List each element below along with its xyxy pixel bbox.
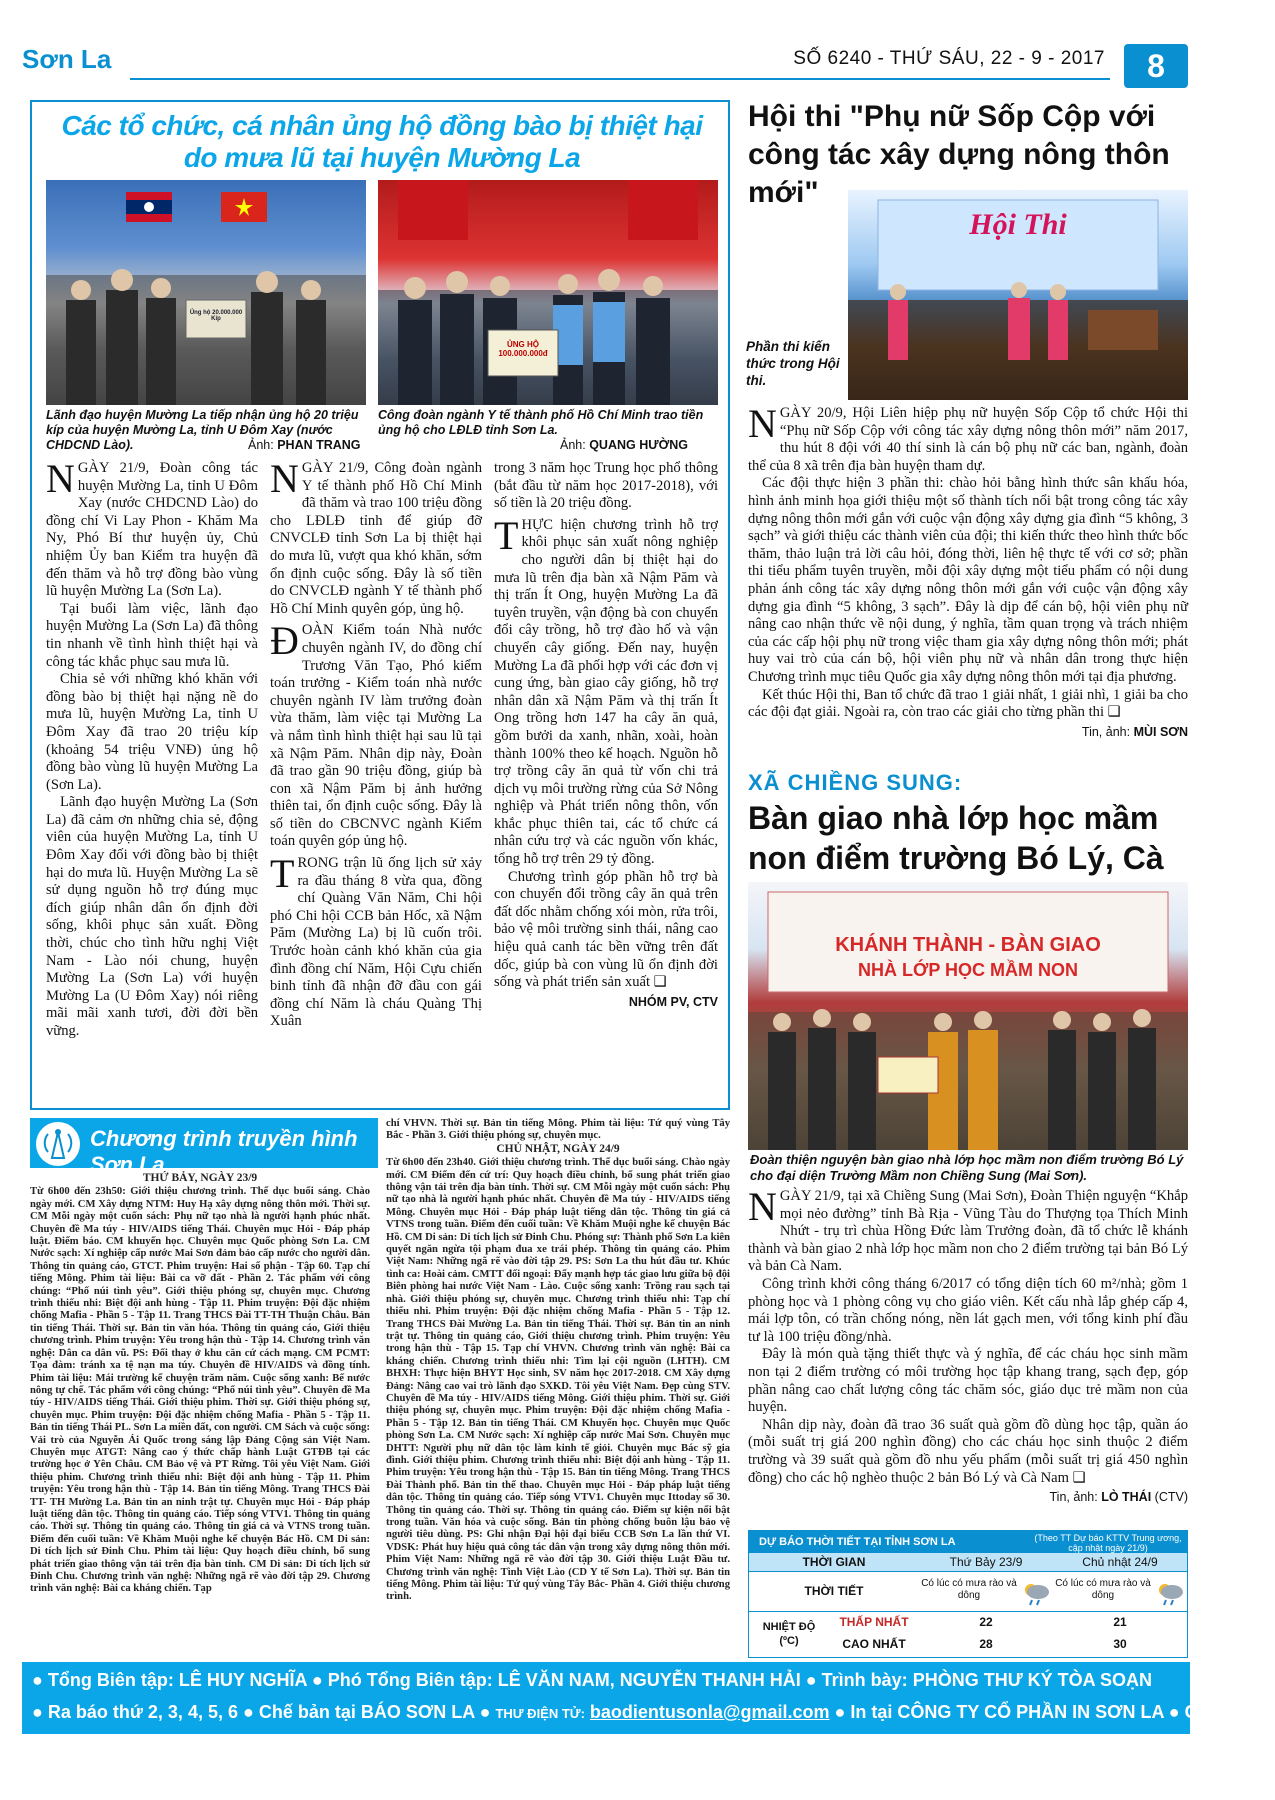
tv-day-saturday: THỨ BẢY, NGÀY 23/9 xyxy=(142,1172,258,1184)
main-article-byline: NHÓM PV, CTV xyxy=(628,994,718,1009)
weather-day2-text: Có lúc có mưa rào và dông xyxy=(1055,1578,1151,1601)
photo2-caption: Công đoàn ngành Y tế thành phố Hồ Chí Minh trao tiền ủng hộ cho LĐLĐ tỉnh Sơn La. xyxy=(378,408,704,437)
photo-laos-sign-text: Ủng hộ 20.000.000 Kíp xyxy=(189,310,243,322)
tv-column-1 xyxy=(30,1172,370,1596)
email-label: THƯ ĐIỆN TỬ: xyxy=(495,1706,585,1721)
c1-para-1-text: GÀY 21/9, Đoàn công tác huyện Mường La, tỉnh U Đôm Xay (nước CHDCND Lào) do đồng chí Vi Lay Phon - Khăm Ma Ny, Phó Bí thư huyện ủy, Chủ nhiệm Ủy ban Kiểm tra huyện đã đến thăm và hỗ trợ đồng bào vùng lũ huyện Mường La (Sơn La). xyxy=(46,460,258,600)
weather-temp-label xyxy=(749,1620,829,1648)
broadcast-tower-icon-art xyxy=(36,1122,80,1166)
footer-line-1: ● Tổng Biên tập: LÊ HUY NGHĨA ● Phó Tổng Biên tập: LÊ VĂN NAM, NGUYỄN THANH HẢI ● Trình bày: PHÒNG THƯ KÝ TÒA SOẠN xyxy=(32,1670,1152,1690)
drop-cap: Đ xyxy=(270,618,299,664)
contest-byline xyxy=(748,724,1188,742)
rain-cloud-icon-art xyxy=(1021,1578,1051,1606)
photo1-credit-name: PHAN TRANG xyxy=(277,438,361,452)
weather-day2-min: 21 xyxy=(1113,1615,1127,1629)
tv-schedule xyxy=(30,1112,730,1662)
c2-para-2-text: OÀN Kiểm toán Nhà nước chuyên ngành IV, do đồng chí Trương Văn Tạo, Phó kiểm toán trưởng - Kiểm toán nhà nước chuyên ngành IV làm trưởng đoàn vừa thăm, làm việc tại Mường La và nắm tình hình thiệt hại sau lũ tại xã Nậm Păm. Nhân dịp này, Đoàn đã trao gần 90 triệu đồng, giúp bà con xã Nậm Păm bị ảnh hưởng thiên tai, ổn định cuộc sống. Đây là số tiền do CBCNVC ngành Kiểm toán quyên góp ủng hộ. xyxy=(270,622,482,850)
main-article-title: Các tổ chức, cá nhân ủng hộ đồng bào bị thiệt hại do mưa lũ tại huyện Mường La xyxy=(61,110,703,173)
typeset-label: Chế bản tại xyxy=(258,1702,356,1722)
contest-para-1-text: GÀY 20/9, Hội Liên hiệp phụ nữ huyện Sốp Cộp tổ chức Hội thi “Phụ nữ Sốp Cộp với công tác xây dựng nông thôn mới” năm 2017, thu hút 8 đội với 40 thí sinh là cán bộ phụ nữ các ban, ngành, đoàn thể của 8 xã trên địa bàn huyện tham dự. xyxy=(748,405,1188,474)
c3-para-2-text: HỰC hiện chương trình hỗ trợ khôi phục sản xuất nông nghiệp cho người dân bị thiệt hại do mưa lũ trên địa bàn xã Nậm Păm và thị trấn Ít Ong, huyện Mường La đã tuyên truyền, vận động bà con chuyển đổi cây trồng, hỗ trợ đào hố và vận chuyển cây giống. Đến nay, huyện Mường La đã phối hợp với các đơn vị cung ứng, bàn giao cây giống, hỗ trợ nhân dân xã Nậm Păm và thị trấn Ít Ong trồng hơn 147 ha cây ăn quả, gồm bưởi da xanh, nhãn, xoài, hoàn thành 100% theo kế hoạch. Nguồn hỗ trợ trồng cây ăn quả từ vốn chi trả dịch vụ môi trường rừng của Sở Nông nghiệp và Phát triển nông thôn, vốn khắc phục thiên tai, các tổ chức cá nhân cứu trợ và các nguồn vốn khác, tổng hỗ trợ trên 29 tỷ đồng. xyxy=(494,516,718,868)
weather-col-day1: Thứ Bảy 23/9 xyxy=(949,1555,1023,1569)
school-byline-name: LÒ THÁI xyxy=(1101,1490,1152,1505)
c3-para-1: trong 3 năm học Trung học phổ thông (bắt đầu từ năm học 2017-2018), với số tiền là 20 triệu đồng. xyxy=(494,460,718,512)
tv-day-sunday: CHỦ NHẬT, NGÀY 24/9 xyxy=(496,1142,620,1155)
header-rule xyxy=(130,78,1110,80)
weather-day2-max: 30 xyxy=(1113,1637,1127,1651)
c2-para-3 xyxy=(270,851,482,1031)
photo-school-handover xyxy=(748,882,1188,1150)
school-article-title: Bàn giao nhà lớp học mầm non điểm trường Bó Lý, Cà xyxy=(748,800,1164,876)
broadcast-tower-icon xyxy=(36,1122,80,1166)
photo-laos-delegation-art xyxy=(46,180,366,405)
photo-hcm-union xyxy=(378,180,718,405)
weather-max-label: CAO NHẤT xyxy=(842,1637,906,1651)
printer-name: CÔNG TY CỔ PHẦN IN SƠN LA xyxy=(897,1702,1164,1722)
c1-para-3: Chia sẻ với những khó khăn với đồng bào bị thiệt hại nặng nề do mưa lũ, huyện Mường La, tỉnh U Đôm Xay đã trao 20 triệu kíp (khoảng 54 triệu VNĐ) ủng hộ đồng bào vùng lũ huyện Mường La (Sơn La). xyxy=(46,671,258,793)
school-para-3: Đây là món quà tặng thiết thực và ý nghĩa, để các cháu học sinh mầm non tại 2 điểm trường có môi trường học tập khang trang, sạch đẹp, góp phần nâng cao chất lượng công tác chăm sóc, giáo dục trẻ mầm non của huyện. xyxy=(748,1346,1188,1416)
c1-para-4: Lãnh đạo huyện Mường La (Sơn La) đã cảm ơn những chia sẻ, động viên của huyện Mường La, tỉnh U Đôm Xay đối với đồng bào bị thiệt hại do mưa lũ. Huyện Mường La sẽ sử dụng nguồn hỗ trợ đúng mục đích giúp nhân dân ổn định đời sống, khôi phục sản xuất. Đồng thời, chúc cho tình hữu nghị Việt Nam - Lào nói chung, huyện Mường La (Sơn La) với huyện Mường La (U Đôm Xay) nói riêng mãi mãi xanh tươi, đời đời bền vững. xyxy=(46,794,258,1039)
tv-column-2 xyxy=(386,1118,730,1604)
photo-school-banner-1: KHÁNH THÀNH - BÀN GIAO xyxy=(835,934,1101,956)
layout-dept: PHÒNG THƯ KÝ TÒA SOẠN xyxy=(912,1670,1152,1690)
drop-cap: N xyxy=(748,401,777,446)
rain-cloud-icon-art xyxy=(1155,1578,1185,1606)
photo-contest-banner: Hội Thi xyxy=(969,208,1067,241)
weather-temp-rows xyxy=(749,1611,1187,1657)
deputy-editor-label: Phó Tổng Biên tập: xyxy=(327,1670,493,1690)
school-byline-suffix: (CTV) xyxy=(1154,1490,1188,1505)
page-header xyxy=(0,0,1200,92)
editor-name: LÊ HUY NGHĨA xyxy=(178,1670,307,1690)
footer-line-2: ● Ra báo thứ 2, 3, 4, 5, 6 ● Chế bản tại BÁO SƠN LA ● THƯ ĐIỆN TỬ: baodientusonla@gmail.com ● In tại CÔNG TY CỔ PHẦN IN SƠN LA ● Giá 2.000đ xyxy=(32,1702,1275,1722)
photo1-credit-label: Ảnh: xyxy=(248,438,274,452)
c2-para-1-text: GÀY 21/9, Công đoàn ngành Y tế thành phố Hồ Chí Minh đã thăm và trao 100 triệu đồng cho LĐLĐ tỉnh để giúp đỡ CNVCLĐ tỉnh Sơn La bị thiệt hại do mưa lũ, vượt qua khó khăn, sớm ổn định cuộc sống. Đây là số tiền do CNVCLĐ ngành Y tế thành phố Hồ Chí Minh quyên góp, ủng hộ. xyxy=(270,460,482,617)
school-article-body xyxy=(748,1184,1188,1507)
photo-contest-stage xyxy=(848,190,1188,400)
weather-forecast xyxy=(748,1530,1188,1658)
contest-para-2: Các đội thực hiện 3 phần thi: chào hỏi bằng hình thức sân khấu hóa, hình ảnh minh họa giới thiệu một số thành tích nổi bật trong công tác xây dựng nông thôn mới gắn với cuộc vận động xây dựng gia đình “5 không, 3 sạch” và giới thiệu các thành viên của đội; thi kiến thức theo hình thức bốc thăm, thảo luận trả lời câu hỏi, đóng thời, liên hệ thực tế với cơ sở; phần thi tiểu phẩm tuyên truyền, mỗi đội xây dựng một tiểu phẩm có nội dung phản ánh công tác xây dựng nông thôn mới gắn với cuộc vận động xây dựng gia đình “5 không, 3 sạch”. Đây là dịp để cán bộ, hội viên phụ nữ nâng cao nhận thức về nội dung, ý nghĩa, tầm quan trọng và trách nhiệm của các cấp hội phụ nữ trong việc tham gia xây dựng nông thôn mới; phát huy vai trò của cán bộ, hội viên phụ nữ và nhân dân trong thực hiện Chương trình mục tiêu Quốc gia xây dựng nông thôn mới tại địa phương. xyxy=(748,475,1188,685)
school-para-4: Nhân dịp này, đoàn đã trao 36 suất quà gồm đồ dùng học tập, quần áo (mỗi suất trị giá 200 nghìn đồng) cho các cháu học sinh thuộc 2 điểm trường và 39 suất quà gồm đồ nhu yếu phẩm (mỗi suất trị giá 450 nghìn đồng) cho các hộ nghèo thuộc 2 bản Bó Lý và Cà Nam ❑ xyxy=(748,1416,1188,1486)
contest-article-title: Hội thi "Phụ nữ Sốp Cộp với công tác xây dựng nông thôn mới" xyxy=(748,100,1170,209)
main-column-2 xyxy=(270,456,482,1031)
drop-cap: T xyxy=(270,851,295,897)
weather-min-label: THẤP NHẤT xyxy=(839,1615,909,1629)
tv-sunday-programs: Từ 6h00 đến 23h40. Giới thiệu chương trình. Thể dục buổi sáng. Chào ngày mới. CM Điểm đến cứ trí: Quy hoạch điều chỉnh, bổ sung phát triển giao thông vận tải trên địa bàn tỉnh. Thời sự. CM Mỗi ngày một cuốn sách: Phụ nữ tạo nhà là người hạnh phúc nhất. Chuyên đề Ma túy - HIV/AIDS tiếng Mông. Chuyên mục Hỏi - Đáp pháp luật tiếng dân tộc. Thông tin giá cả VTNS trong tuần. Điểm đến cuối tuần: Về Khăm Muội nghe kể chuyện Bác Hồ. CM Di sản: Di tích lịch sử Đinh Chu. Phóng sự: Thành phố Sơn La kiên quyết ngăn ngừa tội phạm đua xe trái phép. Thông tin quảng cáo. Phim Việt Nam: Những ngã rẽ vào đời tập 29. PS: Sơn La thu hút đầu tư. Khúc tình ca: Hoài cảm. CMTT đối ngoại: Đẩy mạnh hợp tác giao lưu giữa bộ đội Biên phòng hai nước Việt Nam - Lào. Cuộc sống xanh: Trồng rau sạch tại nhà. Giới thiệu phóng sự, chuyên mục. Chương trình thiếu nhi: Tạp chí thiếu nhi. Phim truyện: Đội đặc nhiệm chống Mafia - Phần 5 - Tập 12. Trang THCS Đài Mường La. Bản tin tiếng Thái. Thời sự. Bản tin an ninh trật tự. Thông tin quảng cáo, Giới thiệu chương trình. Phim truyện: Yêu trong hận thù - Tập 15. Tạp chí VHVN. Chương trình văn nghệ: Bài ca kháng chiến. Chương trình thiếu nhi: Tìm lại cội nguồn (LHTH). CM BHXH: Thực hiện BHYT Học sinh, SV năm học 2017-2018. CM Xây dựng Đảng: Nâng cao vai trò lãnh đạo SXKD. Tôi yêu Việt Nam. Đẹp cùng STV. Chuyên đề Ma túy - HIV/AIDS tiếng Mông. Giới thiệu phim. Thời sự. Giới thiệu phóng sự, chuyên mục. Phim truyện: Đội đặc nhiệm chống Mafia - Phần 5 - Tập 12. Bản tin tiếng Thái. CM Khuyến học. Chuyên mục Quốc phòng Sơn La. CM Nước sạch: Xí nghiệp cấp nước Mai Sơn. Chuyên mục DHTT: Người phụ nữ dân tộc làm kinh tế giỏi. Chuyên mục Bác sỹ gia đình. Giới thiệu phim. Chương trình thiếu nhi: Biệt đội anh hùng - Tập 11. Phim truyện: Yêu trong hận thù - Tập 15. Bản tin tiếng Mông. Trang THCS Đài Thành phố. Bản tin thể thao. Chuyên mục Hỏi - Đáp pháp luật tiếng dân tộc. Thông tin quảng cáo. Tiếp sóng VTV1. Chuyên mục Ittoday số 30. Thông tin quảng cáo. Thời sự. Thông tin quảng cáo. Điểm sự kiện nổi bật trong tuần. Văn hóa và cuộc sống. Bản tin phòng chống buôn lậu bảo vệ người tiêu dùng. PS: Ghi nhận Đại hội đại biểu CCB Sơn La lần thứ VI. VDSK: Phát huy hiệu quả công tác dân vận trong xây dựng nông thôn mới. Phim Việt Nam: Những ngã rẽ vào đời tập 30. Giới thiệu Luật Đầu tư. Chương trình văn nghệ: Tình Việt Lào (CD Y tế Sơn La). Thời sự. Bản tin tiếng Mông. Phim tài liệu: Tứ quý vùng Tây Bắc- Phần 4. Giới thiệu chương trình. xyxy=(386,1157,730,1603)
weather-col-time: THỜI GIAN xyxy=(802,1555,866,1569)
publish-days: Ra báo thứ 2, 3, 4, 5, 6 xyxy=(47,1702,238,1722)
price: Giá 2.000đ xyxy=(1184,1702,1275,1722)
contest-photo-caption: Phần thi kiến thức trong Hội thi. xyxy=(746,339,840,388)
issue-info: SỐ 6240 - THỨ SÁU, 22 - 9 - 2017 xyxy=(793,48,1105,69)
c2-para-3-text: RONG trận lũ ống lịch sử xảy ra đầu tháng 8 vừa qua, đồng chí Quàng Văn Năm, Chi hội phó Chi hội CCB bản Hốc, xã Nậm Păm (Mường La) bị lũ cuốn trôi. Trước hoàn cảnh khó khăn của gia đình đồng chí Năm, Hội Cựu chiến binh tỉnh đã nhận đỡ đầu con gái đồng chí Năm là cháu Quàng Thị Xuân xyxy=(270,855,482,1030)
weather-title: DỰ BÁO THỜI TIẾT TẠI TỈNH SƠN LA xyxy=(749,1531,1187,1553)
weather-col-day2: Chủ nhật 24/9 xyxy=(1082,1555,1158,1569)
section-name: Sơn La xyxy=(22,44,112,74)
c2-para-2 xyxy=(270,618,482,851)
school-byline-label: Tin, ảnh: xyxy=(1049,1490,1098,1505)
weather-day1-max: 28 xyxy=(979,1637,993,1651)
drop-cap: N xyxy=(748,1184,777,1229)
tv-saturday-continued: chí VHVN. Thời sự. Bản tin tiếng Mông. Phim tài liệu: Tứ quý vùng Tây Bắc - Phần 3. Giới thiệu phóng sự, chuyên mục. xyxy=(386,1118,730,1142)
school-para-2: Công trình khởi công tháng 6/2017 có tổng diện tích 60 m²/nhà; gồm 1 phòng học và 1 phòng công vụ cho giáo viên. Kết cấu nhà lắp ghép cấp 4, mái lợp tôn, có trần chống nóng, nền lát gạch men, với tổng kinh phí đầu tư là 100 triệu đồng/nhà. xyxy=(748,1275,1188,1345)
school-para-1 xyxy=(748,1184,1188,1276)
photo-hcm-sign-text: ỦNG HỘ 100.000.000đ xyxy=(498,340,548,358)
rain-cloud-icon xyxy=(1019,1578,1053,1609)
photo2-credit-label: Ảnh: xyxy=(560,438,586,452)
weather-day1-text: Có lúc có mưa rào và dông xyxy=(921,1578,1017,1601)
photo-hcm-union-art xyxy=(378,180,718,405)
drop-cap: N xyxy=(270,456,299,501)
photo-school-handover-art xyxy=(748,882,1188,1150)
email-link[interactable]: baodientusonla@gmail.com xyxy=(589,1702,830,1722)
c1-para-2: Tại buổi làm việc, lãnh đạo huyện Mường La (Sơn La) đã thông tin nhanh về tình hình thiệt hại và công tác khắc phục sau mưa lũ. xyxy=(46,600,258,670)
c3-para-2 xyxy=(494,512,718,869)
photo1-credit xyxy=(248,438,361,452)
weather-row-label: THỜI TIẾT xyxy=(804,1584,864,1598)
photo-school-banner-2: NHÀ LỚP HỌC MẦM NON xyxy=(857,960,1079,980)
photo2-credit-name: QUANG HƯỜNG xyxy=(589,438,689,452)
school-para-1-text: GÀY 21/9, tại xã Chiềng Sung (Mai Sơn), Đoàn Thiện nguyện “Khắp mọi nẻo đường” tỉnh Bà Rịa - Vũng Tàu do Thượng tọa Thích Minh Nhứt - trụ trì chùa Hồng Đức làm Trưởng đoàn, đã tổ chức lễ khánh thành và bàn giao 2 nhà lớp học mầm non cho 2 điểm trường tại bản Bó Lý và bản Cà Nam. xyxy=(748,1188,1188,1275)
c1-para-1 xyxy=(46,456,258,601)
photo-laos-delegation xyxy=(46,180,366,405)
deputy-editor-names: LÊ VĂN NAM, NGUYỄN THANH HẢI xyxy=(497,1670,801,1690)
main-article xyxy=(30,100,730,1110)
school-byline xyxy=(748,1489,1188,1507)
weather-temp-label-text: NHIỆT ĐỘ xyxy=(762,1621,816,1633)
main-column-1 xyxy=(46,456,258,1041)
drop-cap: T xyxy=(494,512,519,558)
contest-byline-name: MÙI SƠN xyxy=(1133,724,1188,739)
contest-para-1 xyxy=(748,401,1188,475)
c2-para-1 xyxy=(270,456,482,618)
photo2-credit xyxy=(560,438,688,452)
tv-schedule-title: Chương trình truyền hình Sơn La xyxy=(90,1126,358,1177)
contest-para-3: Kết thúc Hội thi, Ban tổ chức đã trao 1 giải nhất, 1 giải nhì, 1 giải ba cho các đội đạt giải. Ngoài ra, còn trao các giải cho từng phần thi ❑ xyxy=(748,686,1188,721)
typeset-place: BÁO SƠN LA xyxy=(360,1702,475,1722)
school-article-section: XÃ CHIỀNG SUNG: xyxy=(748,770,963,795)
drop-cap: N xyxy=(46,456,75,501)
photo1-caption: Lãnh đạo huyện Mường La tiếp nhận ủng hộ 20 triệu kíp của huyện Mường La, tỉnh U Đôm Xay (nước CHDCND Lào). xyxy=(46,408,359,452)
c3-para-3: Chương trình góp phần hỗ trợ bà con chuyển đổi trồng cây ăn quả trên đất dốc nhằm chống xói mòn, rửa trôi, bảo vệ môi trường sinh thái, nâng cao hiệu quả canh tác bền vững trên đất dốc, giúp bà con vùng lũ ổn định đời sống và phát triển sản xuất ❑ xyxy=(494,868,718,991)
contest-article-body xyxy=(748,401,1188,741)
editor-label: Tổng Biên tập: xyxy=(47,1670,174,1690)
weather-header-row xyxy=(749,1553,1187,1571)
printer-label: In tại xyxy=(850,1702,893,1722)
weather-source-note: (Theo TT Dự báo KTTV Trung ương, cập nhật ngày 21/9) xyxy=(1034,1533,1182,1553)
tv-schedule-header xyxy=(30,1118,378,1177)
rain-cloud-icon xyxy=(1153,1578,1187,1609)
masthead-footer xyxy=(22,1662,1275,1734)
tv-saturday-programs: Từ 6h00 đến 23h50: Giới thiệu chương trình. Thể dục buổi sáng. Chào ngày mới. CM Xây dựng NTM: Huy Hạ xây dựng nông thôn mới. Thời sự. CM Mỗi ngày một cuốn sách: Phụ nữ tạo nhà là người hạnh phúc nhất. Chuyên đề Ma túy - HIV/AIDS tiếng Thái. Chuyên mục Hỏi - Đáp pháp luật. Điểm báo. CM khuyến học. Chuyên mục Quốc phòng Sơn La. CM Nước sạch: Xí nghiệp cấp nước Mai Sơn đảm bảo cấp nước cho người dân. Thông tin quảng cáo, GTCT. Phim truyện: Hai số phận - Tập 60. Tạp chí tiếng Mông. Phim tài liệu: Bài ca vỡ đất - Phần 2. Tác phẩm với công chúng: “Phố núi tình yêu”. Giới thiệu phóng sự, chuyên mục. Chương trình thiếu nhi: Biệt đội anh hùng - Tập 11. Phim truyện: Đội đặc nhiệm chống Mafia - Phần 5 - Tập 11. Trang THCS Đài TT-TH Thuận Châu. Bản tin tiếng Thái. Thời sự. Bản tin văn hóa. Thông tin quảng cáo, Giới thiệu chương trình. Phim truyện: Yêu trong hận thù - Tập 14. Chương trình văn nghệ: Dân ca dân vũ. PS: Đối thay ở khu căn cứ cách mạng. CM PCMT: Tọa đàm: tránh xa tệ nạn ma túy. Chuyên đề HIV/AIDS và đồng tính. Phim tài liệu: Mái trường kể chuyện trăm năm. Cuộc sống xanh: Bế nước nông tự chế. Tác phẩm với công chúng: “Phố núi tình yêu”. Chuyên đề Ma túy - HIV/AIDS tiếng Thái. Giới thiệu phim. Thời sự. Giới thiệu phóng sự, chuyên mục. Phim truyện: Đội đặc nhiệm chống Mafia - Phần 5 - Tập 11. Bản tin tiếng Thái PL. Sơn La miền đất, con người. CM Sách và cuộc sống: Vải trò của Nguyễn Ái Quốc trong sáng lập Đảng Cộng sản Việt Nam. Chuyên mục ATGT: Nâng cao ý thức chấp hành Luật GTĐB tại các trường học ở Yên Châu. CM Bảo vệ và PT Rừng. Tôi yêu Việt Nam. Giới thiệu phim. Chương trình thiếu nhi: Biệt đội anh hùng - Tập 11. Phim truyện: Yêu trong hận thù - Tập 14. Bản tin tiếng Mông. Trang THCS Đài TT- TH Mường La. Bản tin an ninh trật tự. Chuyên mục Hỏi - Đáp pháp luật tiếng dân tộc. Thông tin quảng cáo. Tiếp sóng VTV1. Thông tin quảng cáo. Thời sự. Thông tin quảng cáo. Thông tin giá cả và VTNS trong tuần. Điểm đến cuối tuần: Về Khăm Muội nghe kể chuyện Bác Hồ. CM Di sản: Di tích lịch sử Đinh Chu. Phim tài liệu: Quy hoạch điều chỉnh, bổ sung phát triển giao thông vận tải trên địa bàn tỉnh. CM Di sản: Di tích lịch sử Đinh Chu. Chương trình văn nghệ: Những ngã rẽ vào đời tập 29. Chương trình văn nghệ: Bài ca kháng chiến. Tạp xyxy=(30,1186,370,1595)
main-column-3 xyxy=(494,460,718,1011)
weather-day1-min: 22 xyxy=(979,1615,993,1629)
page-number: 8 xyxy=(1124,44,1188,88)
weather-condition-row xyxy=(749,1571,1187,1611)
contest-byline-label: Tin, ảnh: xyxy=(1081,724,1131,739)
layout-label: Trình bày: xyxy=(821,1670,908,1690)
school-photo-caption: Đoàn thiện nguyện bàn giao nhà lớp học mầm non điểm trường Bó Lý cho đại diện Trường Mầm non Chiềng Sung (Mai Sơn). xyxy=(750,1152,1184,1183)
weather-temp-unit: (ºC) xyxy=(779,1635,799,1647)
